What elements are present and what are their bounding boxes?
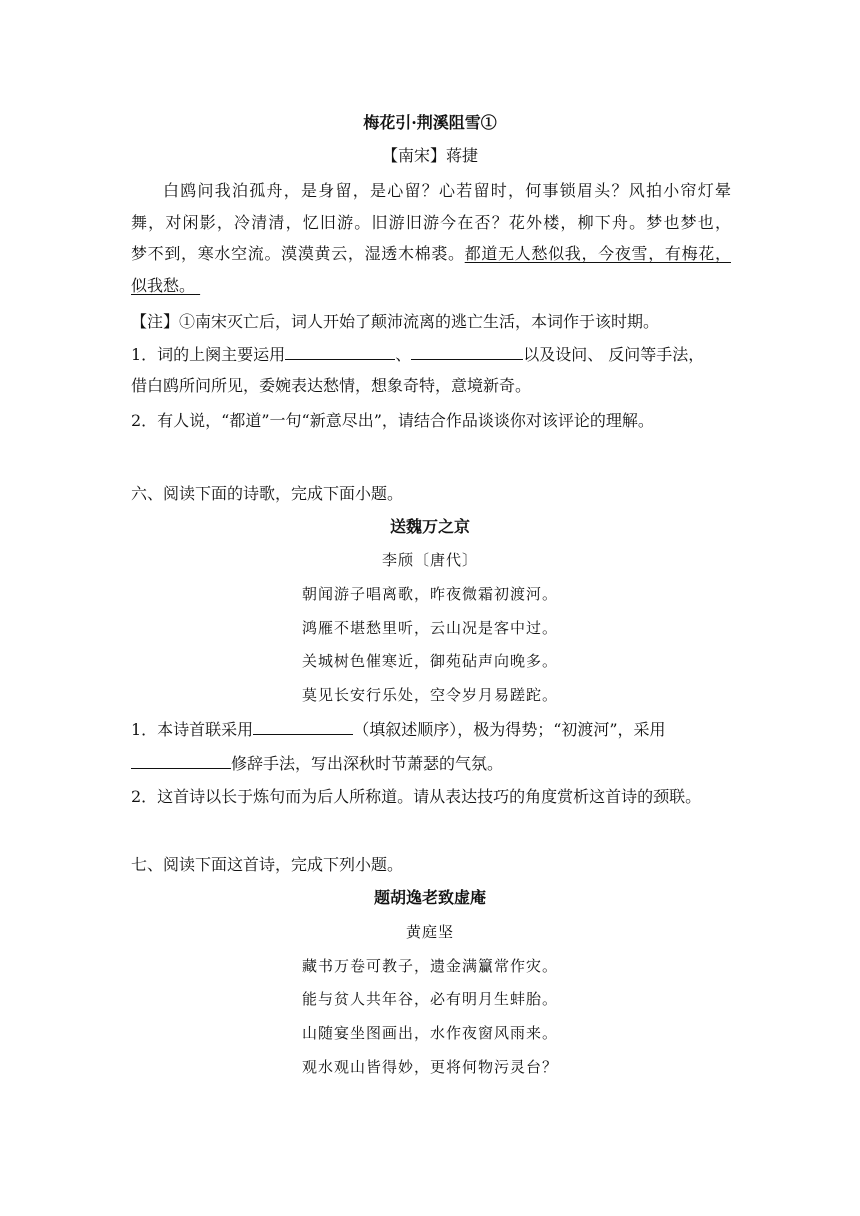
poem-line: 能与贫人共年谷，必有明月生蚌胎。 — [301, 990, 558, 1008]
question-1: 1．本诗首联采用 （填叙述顺序），极为得势；“初渡河”，采用 — [131, 720, 666, 739]
note: 【注】①南宋灭亡后，词人开始了颠沛流离的逃亡生活，本词作于该时期。 — [131, 312, 660, 331]
question-1-cont: 借白鸥所问所见，委婉表达愁情，想象奇特，意境新奇。 — [131, 376, 532, 395]
poem-author-3: 黄庭坚 — [405, 923, 454, 941]
section-heading-7: 七、阅读下面这首诗，完成下列小题。 — [131, 855, 404, 874]
poem-title-3: 题胡逸老致虚庵 — [373, 888, 486, 907]
poem-line: 朝闻游子唱离歌，昨夜微霜初渡河。 — [301, 585, 558, 603]
poem-title-2: 送魏万之京 — [389, 517, 470, 536]
poem-line: 鸿雁不堪愁里听，云山况是客中过。 — [301, 619, 558, 637]
question-2: 2．有人说，“都道”一句“新意尽出”，请结合作品谈谈你对该评论的理解。 — [131, 411, 654, 430]
poem-text-line: 舞，对闲影，冷清清，忆旧游。旧游旧游今在否？花外楼，柳下舟。梦也梦也， — [131, 213, 731, 232]
question-2: 2．这首诗以长于炼句而为后人所称道。请从表达技巧的角度赏析这首诗的颈联。 — [131, 787, 702, 806]
poem-text-segment: 梦不到，寒水空流。漠漠黄云，湿透木棉裘。 — [131, 244, 465, 263]
answer-blank[interactable] — [131, 752, 231, 769]
poem-text-line — [131, 275, 731, 297]
poem-line: 山随宴坐图画出，水作夜窗风雨来。 — [301, 1024, 558, 1042]
poem-line: 观水观山皆得妙，更将何物污灵台？ — [301, 1058, 558, 1076]
poem-author-2: 李颀〔唐代〕 — [381, 551, 478, 569]
poem-text-line: 白鸥问我泊孤舟，是身留，是心留？心若留时，何事锁眉头？风拍小帘灯晕 — [163, 181, 731, 200]
poem-text-line — [131, 243, 731, 265]
answer-blank[interactable] — [253, 718, 353, 735]
question-1-cont: 修辞手法，写出深秋时节萧瑟的气氛。 — [131, 752, 731, 775]
poem-line: 藏书万卷可教子，遗金满籯常作灾。 — [301, 957, 558, 975]
poem-line: 关城树色催寒近，御苑砧声向晚多。 — [301, 652, 558, 670]
answer-blank[interactable] — [411, 343, 523, 360]
underlined-text: 都道无人愁似我，今夜雪，有梅花， — [464, 244, 731, 263]
question-1: 1．词的上阕主要运用 、 以及设问、 反问等手法， — [131, 345, 705, 364]
underlined-text: 似我愁。 — [131, 276, 196, 295]
poem-line: 莫见长安行乐处，空令岁月易蹉跎。 — [301, 686, 558, 704]
answer-blank[interactable] — [285, 343, 395, 360]
section-heading-6: 六、阅读下面的诗歌，完成下面小题。 — [131, 484, 404, 503]
poem-title-1: 梅花引·荆溪阻雪① — [363, 113, 497, 132]
poem-author-1: 【南宋】蒋捷 — [381, 146, 478, 165]
